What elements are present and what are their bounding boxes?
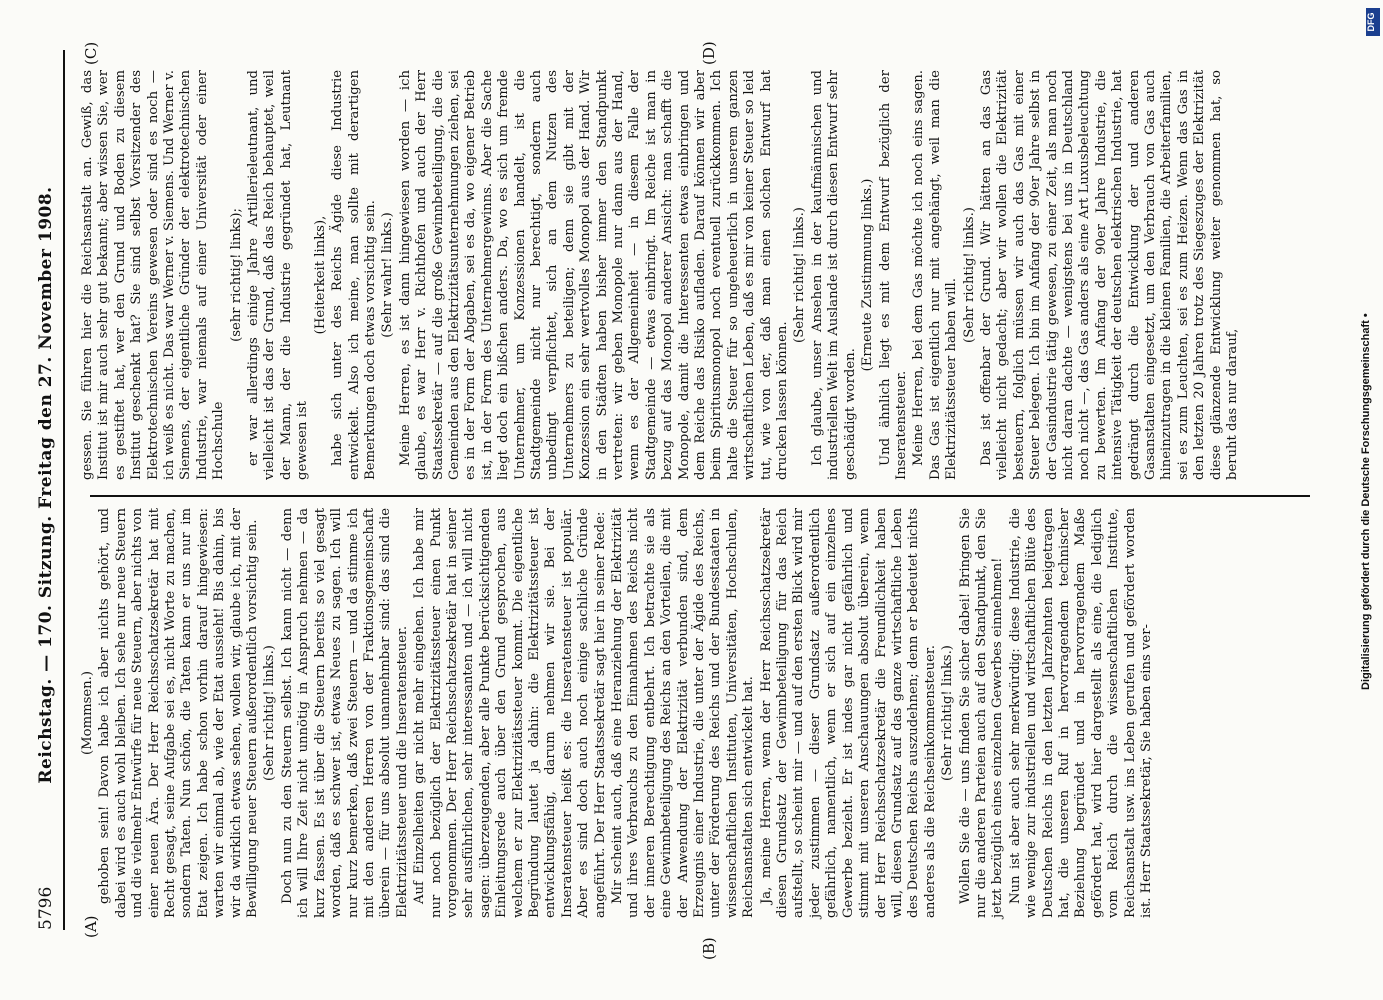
paragraph: Nun ist aber auch sehr merkwürdig: diese Industrie, die wie wenige zur industriellen und wirtschaftlichen Blüte des Deutschen Reichs in den letzten Jahrzehnten beigetragen hat, die unseren Ruf in hervorragendem technischer Beziehung begründet und in hervorragendem Maße gefördert hat, wird hier dargestellt als eine, die lediglich vom Reich durch die wissenschaftlichen Institute, Reichsanstalt usw. ins Leben gerufen und gefördert worden ist. Herr Staatssekretär, Sie haben eins ver-	[1007, 508, 1154, 918]
paragraph: gehoben sein! Davon habe ich aber nichts gehört, und dabei wird es auch wohl bleiben. Ich sehe nur neue Steuern und die vielmehr Entwürfe für neue Steuern, aber nichts von einer neuen Ära. Der Herr Reichsschatzsekretär hat mit Recht gesagt, seine Aufgabe sei es, nicht Worte zu machen, sondern Taten. Nun schön, die Taten kann er uns nur im Etat zeigen. Ich habe schon vorhin darauf hingewiesen: warten wir einmal ab, wie der Etat aussieht! Bis dahin, bis wir da wirklich etwas sehen, wollen wir, glaube ich, mit der Bewilligung neuer Steuern außerordentlich vorsichtig sein.	[97, 508, 261, 918]
margin-marker-a: (A)	[82, 915, 100, 938]
paragraph: (Sehr richtig! links.)	[262, 645, 278, 781]
paragraph: Wollen Sie die — uns finden Sie sicher dabei! Bringen Sie nur die anderen Parteien auch auf den Standpunkt, den Sie jetzt bezüglich eines einzelnen Gewerbes einnehmen!	[957, 508, 1006, 918]
paragraph: (Sehr wahr! links.)	[380, 212, 396, 338]
paragraph: Doch nun zu den Steuern selbst. Ich kann nicht — denn ich will Ihre Zeit nicht unnötig in Anspruch nehmen — da kurz fassen. Es ist über die Steuern bereits so viel gesagt worden, daß es schwer ist, etwas Neues zu sagen. Ich will nur kurz bemerken, daß zwei Steuern — und da stimme ich mit den anderen Herren von der Fraktionsgemeinschaft überein — für uns absolut unannehmbar sind: das sind die Elektrizitätssteuer und die Inseratensteuer.	[279, 508, 410, 918]
paragraph: gessen. Sie führen hier die Reichsanstalt an. Gewiß, das Institut ist mir auch sehr gut bekannt; aber wissen Sie, wer es gestiftet hat, wer den Grund und Boden zu diesem Institut geschenkt hat? Sie sind selbst Vorsitzender des Elektrotechnischen Vereins gewesen oder sind es noch — ich weiß es nicht. Das war Werner v. Siemens. Und Werner v. Siemens, der eigentliche Gründer der elektrotechnischen Industrie, war niemals auf einer Universität oder einer Hochschule	[80, 70, 227, 480]
margin-marker-d: (D)	[700, 41, 718, 65]
paragraph: Meine Herren, es ist dann hingewiesen worden — ich glaube, es war Herr v. Richthofen und auch der Herr Staatssekretär — auf die große Gewinnbeteiligung, die die Gemeinden aus den Elektrizitätsunternehmungen ziehen, sei es in der Form der Abgaben, sei es da, wo eigener Betrieb ist, in der Form des Unternehmergewinns. Aber die Sache liegt doch ein bißchen anders. Da, wo es sich um fremde Unternehmer, um Konzessionen handelt, ist die Stadtgemeinde nicht nur berechtigt, sondern auch unbedingt verpflichtet, sich an dem Nutzen des Unternehmers zu beteiligen; denn sie gibt mit der Konzession ein sehr wertvolles Monopol aus der Hand. Wir in den Städten haben bisher immer den Standpunkt vertreten: wir geben Monopole nur dann aus der Hand, wenn es der Allgemeinheit — in diesem Falle der Stadtgemeinde — etwas einbringt. Im Reiche ist man in bezug auf das Monopol anderer Ansicht: man schafft die Monopole, damit die Interessenten etwas einbringen und dem Reiche das Risiko aufladen. Darauf können wir aber beim Spiritusmonopol noch eventuell zurückkommen. Ich halte die Steuer für so ungeheuerlich in unserem ganzen wirtschaftlichen Leben, daß es mir von keiner Steuer so leid tut, wie von der, daß man einen solchen Entwurf hat drucken lassen können.	[397, 70, 791, 480]
paragraph: habe sich unter des Reichs Ägide diese Industrie entwickelt. Also ich meine, man sollte mit derartigen Bemerkungen doch etwas vorsichtig sein.	[330, 70, 378, 480]
margin-marker-b: (B)	[700, 937, 718, 960]
paragraph: (sehr richtig! links);	[228, 208, 244, 342]
paragraph: Das ist offenbar der Grund. Wir hätten an das Gas vielleicht nicht gedacht; aber wir wollen die Elektrizität besteuern, folglich müssen wir auch das Gas mit einer Steuer belegen. Ich bin im Anfang der 90er Jahre selbst in der Gasindustrie tätig gewesen, zu einer Zeit, als man noch nicht daran dachte — wenigstens bei uns in Deutschland noch nicht —, das Gas anders als eine Art Luxusbeleuchtung zu bewerten. Im Anfang der 90er Jahre Industrie, die intensive Tätigkeit der deutschen elektrischen Industrie, hat gedrängt durch die Entwicklung der und anderen Gasanstalten eingesetzt, um den Verbrauch von Gas auch hineinzutragen in die kleinen Familien, die Arbeiterfamilien, sei es zum Leuchten, sei es zum Heizen. Wenn das Gas in den letzten 20 Jahren trotz des Siegeszuges der Elektrizität diese glänzende Entwicklung weiter genommen hat, so beruht das nur darauf,	[978, 70, 1241, 480]
page-number: 5796	[36, 886, 56, 930]
paragraph: Ich glaube, unser Ansehen in der kaufmännischen und industriellen Welt im Auslande ist durch diesen Entwurf sehr geschädigt worden.	[809, 70, 858, 480]
header-rule	[63, 50, 65, 930]
paragraph: (Sehr richtig! links.)	[961, 207, 977, 343]
paragraph: (Sehr richtig! links.)	[940, 645, 956, 781]
margin-marker-c: (C)	[82, 41, 100, 65]
digitization-note	[1360, 10, 1380, 690]
digitization-note-text: Digitalisierung gefördert durch die Deutsche Forschungsgemeinschaft •	[1360, 313, 1372, 690]
paragraph: (Sehr richtig! links.)	[792, 207, 808, 343]
paragraph: Mir scheint auch, daß eine Heranziehung der Elektrizität und ihres Verbrauchs zu den Einnahmen des Reichs nicht der inneren Berechtigung entbehrt. Ich betrachte sie als eine Gewinnbeteiligung des Reichs an den Vorteilen, die mit der Anwendung der Elektrizität verbunden sind, dem Erzeugnis einer Industrie, die unter der Ägide des Reichs, unter der Förderung des Reichs und der Bundesstaaten in wissenschaftlichen Instituten, Universitäten, Hochschulen, Reichsanstalten sich entwickelt hat.	[610, 508, 757, 918]
page-header	[36, 40, 66, 930]
paragraph: Ja, meine Herren, wenn der Herr Reichsschatzsekretär diesen Grundsatz der Gewinnbeteiligung für das Reich aufstellt, so scheint mir — und auf den ersten Blick wird mir jeder zustimmen — dieser Grundsatz außerordentlich gefährlich, namentlich, wenn er sich auf ein einzelnes Gewerbe bezieht. Er ist indes gar nicht gefährlich und stimmt mit unseren Anschauungen absolut überein, wenn der Herr Reichsschatzsekretär die Freundlichkeit haben will, diesen Grundsatz auf das ganze wirtschaftliche Leben des Deutschen Reichs auszudehnen; denn er bedeutet nichts anderes als die Reichseinkommensteuer.	[758, 508, 938, 918]
paragraph: (Erneute Zustimmung links.)	[860, 178, 876, 372]
paragraph: Und ähnlich liegt es mit dem Entwurf bezüglich der Inseratensteuer.	[877, 70, 909, 480]
column-divider	[90, 495, 1310, 497]
paragraph: Auf Einzelheiten gar nicht mehr eingehen. Ich habe mir nur noch bezüglich der Elektrizitätssteuer einen Punkt vorgenommen. Der Herr Reichsschatzsekretär hat in seiner sehr ausführlichen, sehr interessanten und — ich will nicht sagen: überzeugenden, aber alle Punkte berücksichtigenden Einleitungsrede auch über den Grund gesprochen, aus welchem er zur Elektrizitätssteuer kommt. Die eigentliche Begründung lautet ja dahin: die Elektrizitätssteuer ist entwicklungsfähig, darum nehmen wir sie. Bei der Inseratensteuer heißt es: die Inseratensteuer ist populär. Aber es sind doch auch noch einige sachliche Gründe angeführt. Der Herr Staatssekretär sagt hier in seiner Rede:	[412, 508, 608, 918]
paragraph: er war allerdings einige Jahre Artillerieleutnant, und vielleicht ist das der Grund, daß das Reich behauptet, weil der Mann, der die Industrie gegründet hat, Leutnant gewesen ist	[246, 70, 311, 480]
dfg-logo: DFG	[1366, 8, 1380, 36]
page-title: Reichstag. — 170. Sitzung. Freitag den 27. November 1908.	[36, 186, 56, 784]
paragraph: (Mommsen.)	[80, 671, 95, 755]
paragraph: Meine Herren, bei dem Gas möchte ich noch eins sagen. Das Gas ist eigentlich nur mit angehängt, weil man die Elektrizitätssteuer haben will.	[911, 70, 960, 480]
paragraph: (Heiterkeit links),	[312, 215, 328, 335]
left-column	[80, 508, 1156, 918]
right-column	[80, 70, 1242, 480]
